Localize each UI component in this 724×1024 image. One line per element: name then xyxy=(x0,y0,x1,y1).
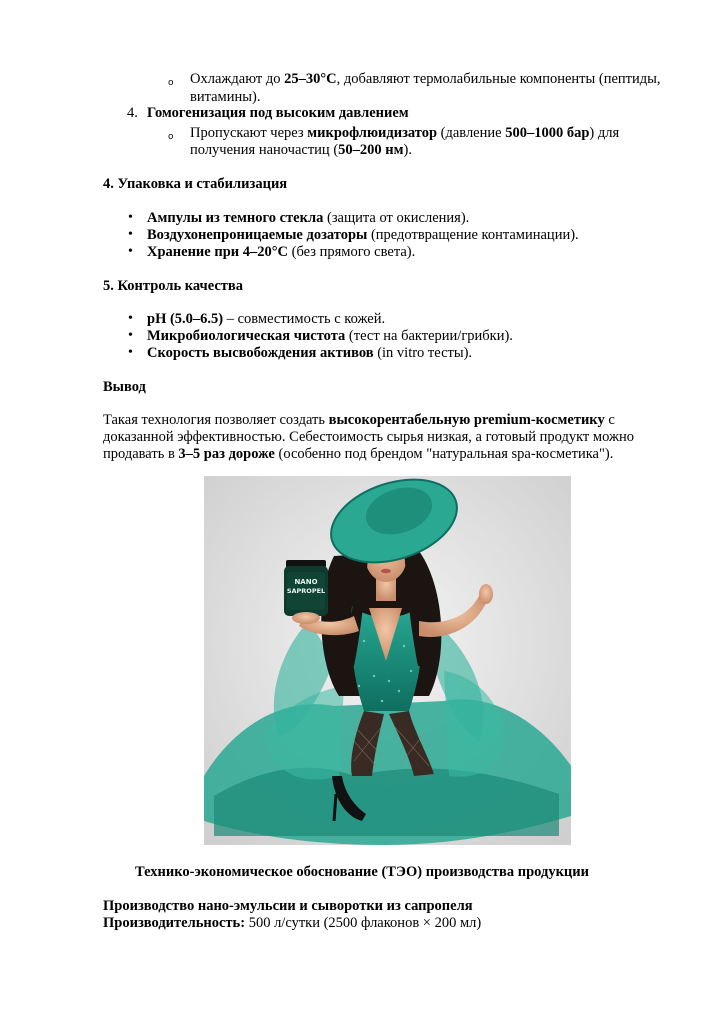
bullet-dot: • xyxy=(128,210,133,225)
section4-heading: 4. Упаковка и стабилизация xyxy=(103,176,288,192)
bullet-dot: • xyxy=(128,345,133,360)
list-item: Скорость высвобождения активов (in vitro тесты). xyxy=(147,345,473,361)
step4-subitem-cont: получения наночастиц (50–200 нм). xyxy=(190,142,412,158)
teo-subtitle: Производство нано-эмульсии и сыворотки из сапропеля xyxy=(103,898,473,914)
conclusion-heading: Вывод xyxy=(103,379,146,395)
bullet-dot: • xyxy=(128,244,133,259)
list-item: Ампулы из темного стекла (защита от окисления). xyxy=(147,210,470,226)
step4-title: Гомогенизация под высоким давлением xyxy=(147,105,409,121)
teo-capacity: Производительность: 500 л/сутки (2500 флаконов × 200 мл) xyxy=(103,915,482,931)
step3-subitem: Охлаждают до 25–30°C, добавляют термолабильные компоненты (пептиды, xyxy=(190,71,661,87)
list-item: Хранение при 4–20°C (без прямого света). xyxy=(147,244,416,260)
sub-bullet-circle: o xyxy=(168,78,174,88)
list-item: Микробиологическая чистота (тест на бактерии/грибки). xyxy=(147,328,513,344)
bullet-dot: • xyxy=(128,328,133,343)
jar-label-text: NANO xyxy=(294,578,318,586)
step3-subitem-cont: витамины). xyxy=(190,89,261,105)
bullet-dot: • xyxy=(128,227,133,242)
step4-number: 4. xyxy=(127,105,138,121)
conclusion-line-1: Такая технология позволяет создать высокорентабельную premium-косметику с xyxy=(103,412,615,428)
conclusion-line-2: доказанной эффективностью. Себестоимость сырья низкая, а готовый продукт можно xyxy=(103,429,634,445)
product-illustration xyxy=(204,476,571,845)
sub-bullet-circle: o xyxy=(168,132,174,142)
step4-subitem: Пропускают через микрофлюидизатор (давление 500–1000 бар) для xyxy=(190,125,620,141)
list-item: pH (5.0–6.5) – совместимость с кожей. xyxy=(147,311,386,327)
teo-title: Технико-экономическое обоснование (ТЭО) производства продукции xyxy=(134,864,589,880)
list-item: Воздухонепроницаемые дозаторы (предотвращение контаминации). xyxy=(147,227,579,243)
conclusion-line-3: продавать в 3–5 раз дороже (особенно под брендом "натуральная spa-косметика"). xyxy=(103,446,614,462)
section5-heading: 5. Контроль качества xyxy=(103,278,243,294)
jar-label-text: SAPROPEL xyxy=(286,587,326,595)
bullet-dot: • xyxy=(128,311,133,326)
